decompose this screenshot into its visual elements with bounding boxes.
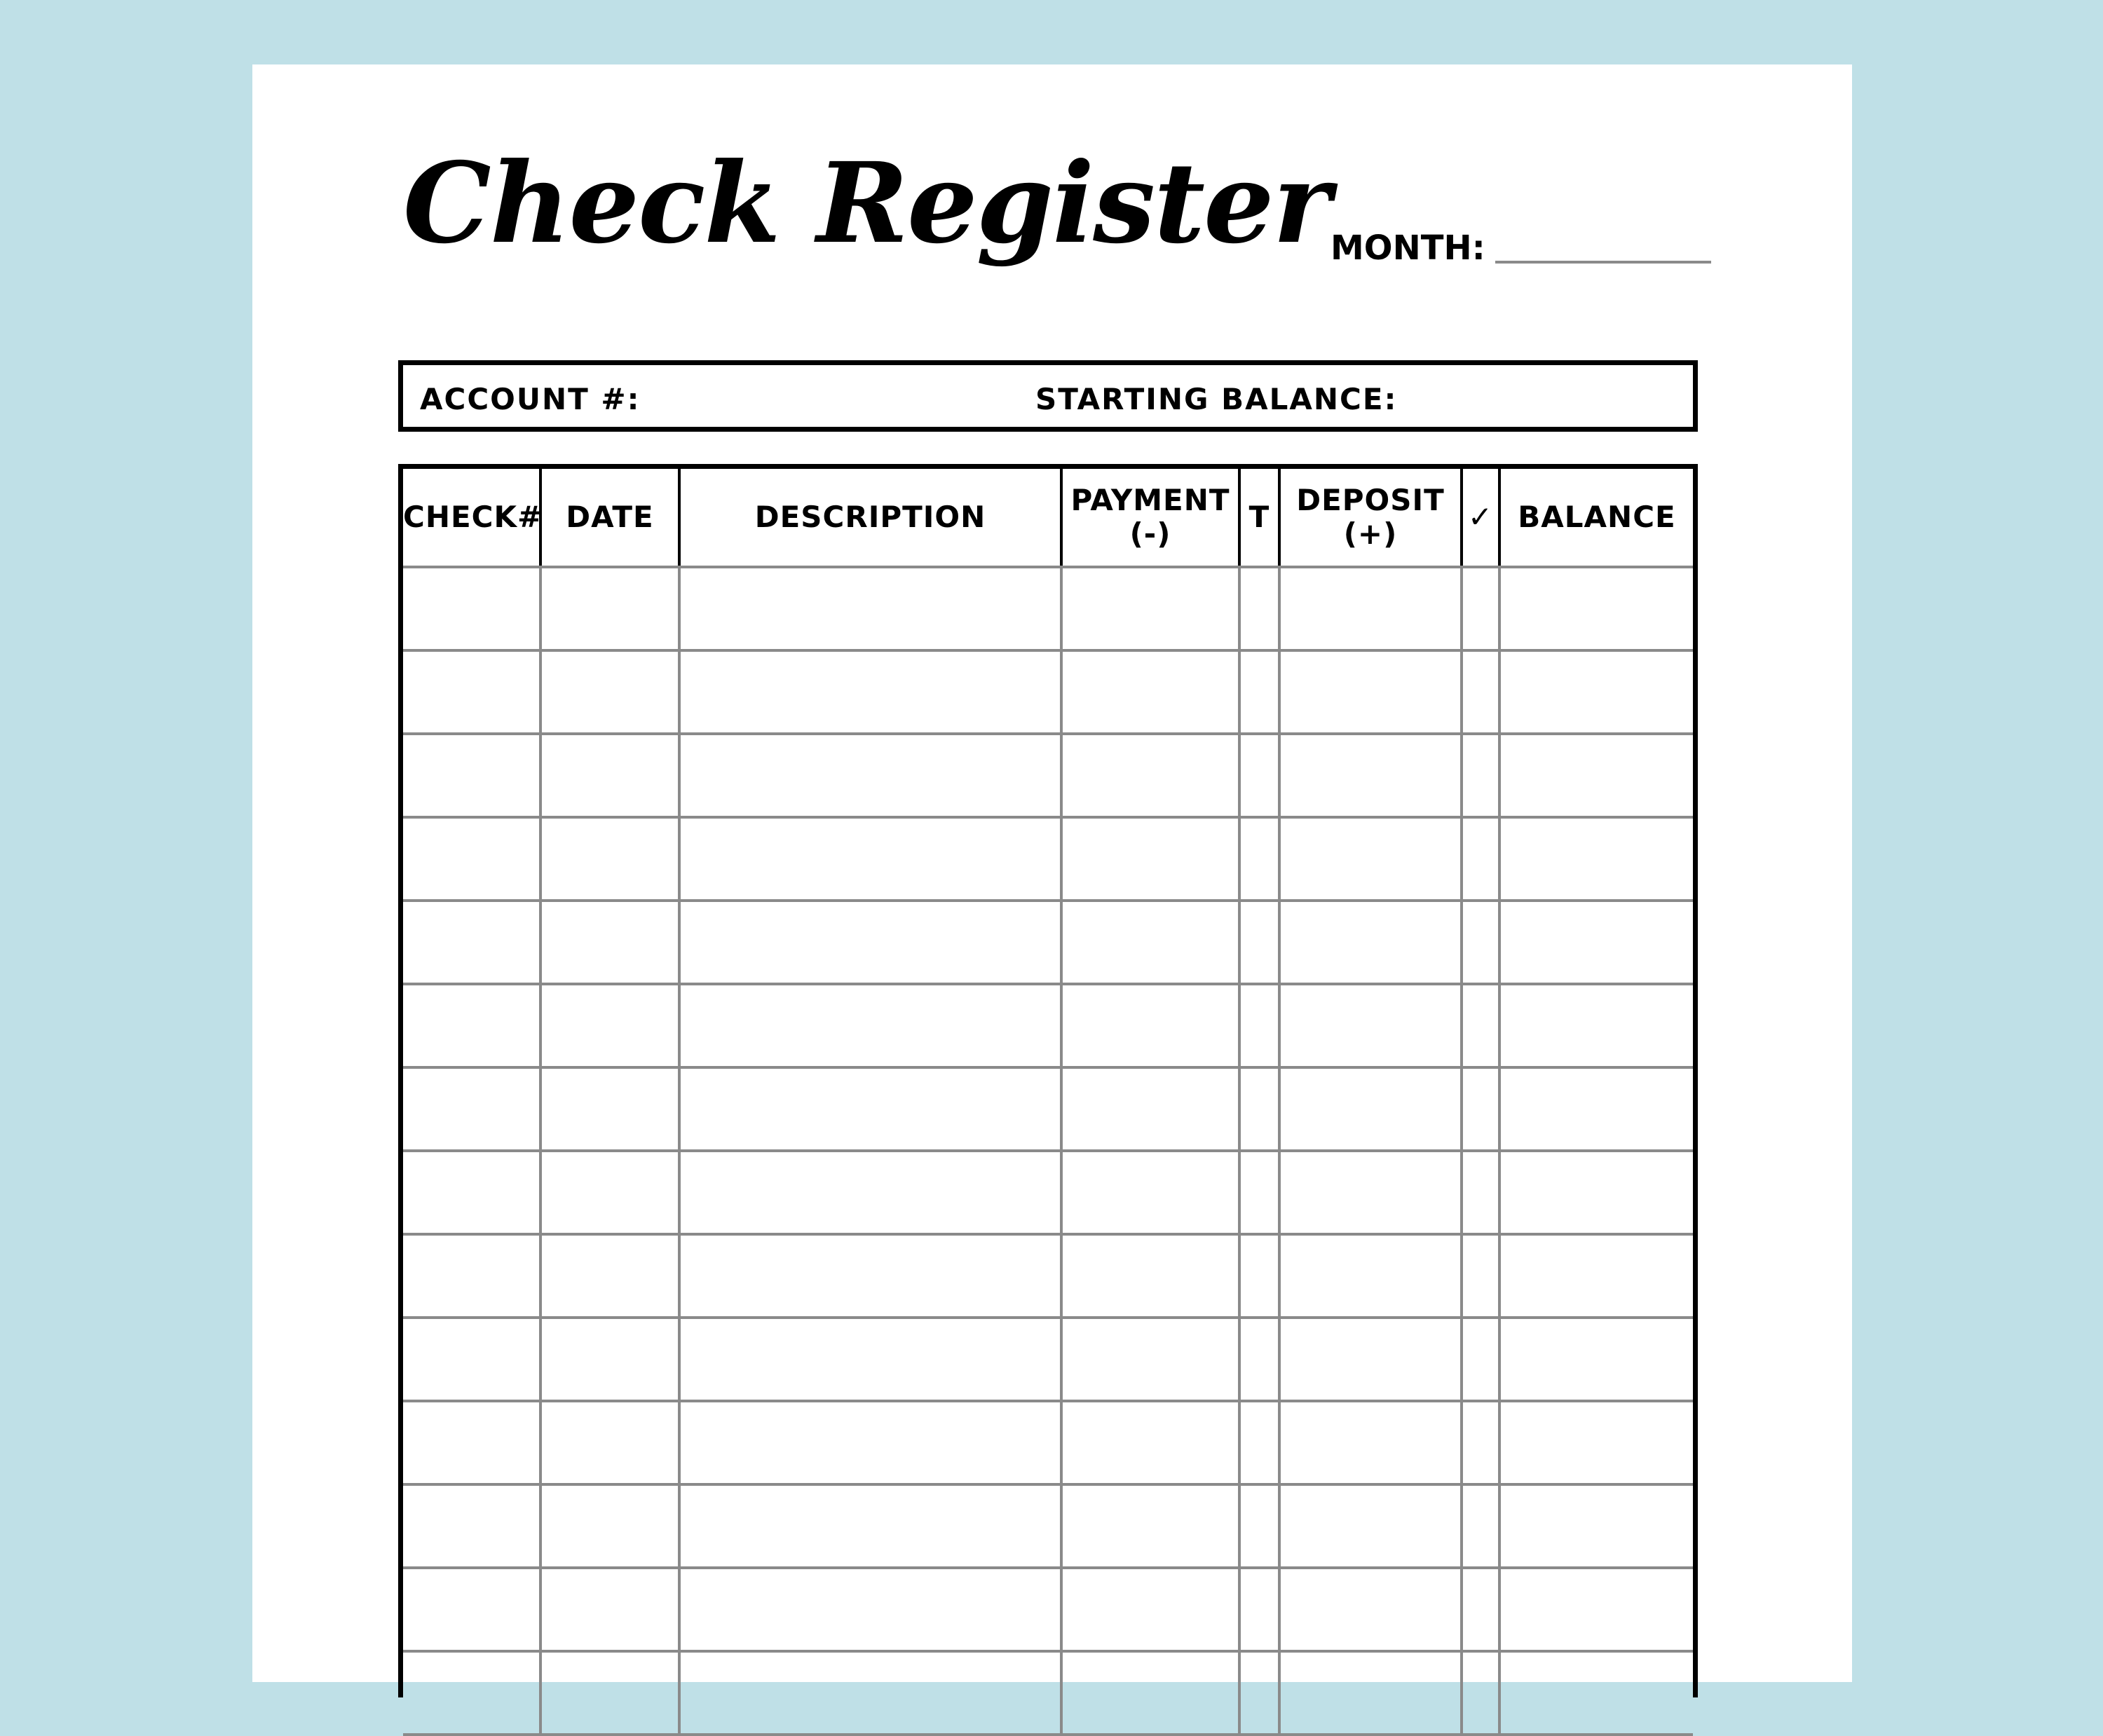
t-cell[interactable] [1239, 567, 1279, 650]
deposit-sign: (+) [1343, 517, 1398, 551]
reconciled-cell[interactable] [1462, 567, 1499, 650]
deposit-cell[interactable] [1279, 650, 1462, 734]
payment-cell[interactable] [1061, 1568, 1239, 1651]
reconciled-cell[interactable] [1462, 1151, 1499, 1234]
deposit-cell[interactable] [1279, 901, 1462, 984]
payment-cell[interactable] [1061, 984, 1239, 1067]
register-table-frame [398, 464, 1698, 1697]
check-number-cell[interactable] [403, 1234, 540, 1318]
check-number-cell[interactable] [403, 1568, 540, 1651]
t-cell[interactable] [1239, 1568, 1279, 1651]
balance-cell[interactable] [1499, 1067, 1693, 1151]
table-row [403, 1651, 1693, 1735]
payment-cell[interactable] [1061, 1234, 1239, 1318]
check-number-cell[interactable] [403, 734, 540, 817]
date-cell[interactable] [540, 567, 679, 650]
deposit-cell[interactable] [1279, 1318, 1462, 1401]
column-header-balance: BALANCE [1499, 469, 1693, 567]
payment-cell[interactable] [1061, 734, 1239, 817]
column-header-check-number: CHECK# [403, 469, 540, 567]
deposit-cell[interactable] [1279, 1067, 1462, 1151]
reconciled-cell[interactable] [1462, 1318, 1499, 1401]
description-cell[interactable] [679, 650, 1061, 734]
column-header-description: DESCRIPTION [679, 469, 1061, 567]
month-blank-line[interactable] [1495, 261, 1711, 264]
balance-cell[interactable] [1499, 650, 1693, 734]
description-cell[interactable] [679, 984, 1061, 1067]
deposit-cell[interactable] [1279, 1484, 1462, 1568]
payment-cell[interactable] [1061, 1651, 1239, 1735]
t-cell[interactable] [1239, 984, 1279, 1067]
date-cell[interactable] [540, 734, 679, 817]
date-cell[interactable] [540, 650, 679, 734]
date-cell[interactable] [540, 1067, 679, 1151]
reconciled-cell[interactable] [1462, 734, 1499, 817]
column-header-deposit [1279, 469, 1462, 567]
t-cell[interactable] [1239, 1151, 1279, 1234]
table-row [403, 650, 1693, 734]
register-table [403, 469, 1693, 1736]
description-cell[interactable] [679, 817, 1061, 901]
printable-sheet [252, 64, 1852, 1682]
deposit-cell[interactable] [1279, 1651, 1462, 1735]
deposit-cell[interactable] [1279, 1568, 1462, 1651]
account-info-box [398, 360, 1698, 432]
date-cell[interactable] [540, 901, 679, 984]
date-cell[interactable] [540, 817, 679, 901]
description-cell[interactable] [679, 1651, 1061, 1735]
check-number-cell[interactable] [403, 1401, 540, 1484]
balance-cell[interactable] [1499, 901, 1693, 984]
balance-cell[interactable] [1499, 1651, 1693, 1735]
date-cell[interactable] [540, 1401, 679, 1484]
reconciled-cell[interactable] [1462, 650, 1499, 734]
payment-cell[interactable] [1061, 817, 1239, 901]
register-body [403, 567, 1693, 1735]
check-number-cell[interactable] [403, 567, 540, 650]
check-number-cell[interactable] [403, 984, 540, 1067]
date-cell[interactable] [540, 1234, 679, 1318]
date-cell[interactable] [540, 984, 679, 1067]
table-row [403, 734, 1693, 817]
t-cell[interactable] [1239, 1651, 1279, 1735]
table-row [403, 1067, 1693, 1151]
table-row [403, 1484, 1693, 1568]
table-row [403, 1318, 1693, 1401]
balance-cell[interactable] [1499, 1401, 1693, 1484]
check-number-cell[interactable] [403, 1651, 540, 1735]
column-header-date: DATE [540, 469, 679, 567]
page-title: Check Register [403, 139, 1330, 268]
reconciled-cell[interactable] [1462, 1484, 1499, 1568]
description-cell[interactable] [679, 1067, 1061, 1151]
column-header-t: T [1239, 469, 1279, 567]
deposit-cell[interactable] [1279, 567, 1462, 650]
balance-cell[interactable] [1499, 734, 1693, 817]
t-cell[interactable] [1239, 1067, 1279, 1151]
date-cell[interactable] [540, 1651, 679, 1735]
deposit-cell[interactable] [1279, 1151, 1462, 1234]
month-label: MONTH: [1330, 228, 1485, 268]
reconciled-cell[interactable] [1462, 1568, 1499, 1651]
checkmark-icon: ✓ [1462, 469, 1499, 567]
description-cell[interactable] [679, 1318, 1061, 1401]
table-header-row [403, 469, 1693, 567]
t-cell[interactable] [1239, 901, 1279, 984]
balance-cell[interactable] [1499, 1568, 1693, 1651]
t-cell[interactable] [1239, 1401, 1279, 1484]
check-number-cell[interactable] [403, 817, 540, 901]
description-cell[interactable] [679, 1568, 1061, 1651]
description-cell[interactable] [679, 1401, 1061, 1484]
deposit-cell[interactable] [1279, 1234, 1462, 1318]
reconciled-cell[interactable] [1462, 901, 1499, 984]
month-field [1330, 228, 1711, 268]
payment-cell[interactable] [1061, 567, 1239, 650]
check-number-cell[interactable] [403, 1067, 540, 1151]
description-cell[interactable] [679, 567, 1061, 650]
deposit-cell[interactable] [1279, 1401, 1462, 1484]
t-cell[interactable] [1239, 1484, 1279, 1568]
t-cell[interactable] [1239, 734, 1279, 817]
account-number-label: ACCOUNT #: [420, 382, 641, 416]
reconciled-cell[interactable] [1462, 1234, 1499, 1318]
deposit-cell[interactable] [1279, 817, 1462, 901]
reconciled-cell[interactable] [1462, 817, 1499, 901]
description-cell[interactable] [679, 1151, 1061, 1234]
date-cell[interactable] [540, 1568, 679, 1651]
table-row [403, 1401, 1693, 1484]
payment-sign: (-) [1129, 517, 1171, 551]
t-cell[interactable] [1239, 650, 1279, 734]
balance-cell[interactable] [1499, 817, 1693, 901]
date-cell[interactable] [540, 1318, 679, 1401]
check-number-cell[interactable] [403, 1484, 540, 1568]
check-number-cell[interactable] [403, 1151, 540, 1234]
description-cell[interactable] [679, 734, 1061, 817]
balance-cell[interactable] [1499, 567, 1693, 650]
description-cell[interactable] [679, 1234, 1061, 1318]
column-header-payment [1061, 469, 1239, 567]
deposit-label: DEPOSIT [1296, 482, 1445, 517]
t-cell[interactable] [1239, 1318, 1279, 1401]
description-cell[interactable] [679, 1484, 1061, 1568]
starting-balance-label: STARTING BALANCE: [1035, 382, 1398, 416]
table-row [403, 817, 1693, 901]
balance-cell[interactable] [1499, 1318, 1693, 1401]
date-cell[interactable] [540, 1484, 679, 1568]
check-number-cell[interactable] [403, 1318, 540, 1401]
balance-cell[interactable] [1499, 1151, 1693, 1234]
table-row [403, 984, 1693, 1067]
check-number-cell[interactable] [403, 650, 540, 734]
table-row [403, 901, 1693, 984]
balance-cell[interactable] [1499, 1234, 1693, 1318]
payment-cell[interactable] [1061, 1484, 1239, 1568]
table-row [403, 1568, 1693, 1651]
reconciled-cell[interactable] [1462, 984, 1499, 1067]
t-cell[interactable] [1239, 1234, 1279, 1318]
balance-cell[interactable] [1499, 1484, 1693, 1568]
payment-label: PAYMENT [1070, 482, 1230, 517]
reconciled-cell[interactable] [1462, 1651, 1499, 1735]
payment-cell[interactable] [1061, 1318, 1239, 1401]
payment-cell[interactable] [1061, 650, 1239, 734]
date-cell[interactable] [540, 1151, 679, 1234]
table-row [403, 567, 1693, 650]
t-cell[interactable] [1239, 817, 1279, 901]
payment-cell[interactable] [1061, 1401, 1239, 1484]
reconciled-cell[interactable] [1462, 1067, 1499, 1151]
payment-cell[interactable] [1061, 1151, 1239, 1234]
payment-cell[interactable] [1061, 1067, 1239, 1151]
check-number-cell[interactable] [403, 901, 540, 984]
balance-cell[interactable] [1499, 984, 1693, 1067]
deposit-cell[interactable] [1279, 984, 1462, 1067]
table-row [403, 1151, 1693, 1234]
table-row [403, 1234, 1693, 1318]
reconciled-cell[interactable] [1462, 1401, 1499, 1484]
description-cell[interactable] [679, 901, 1061, 984]
payment-cell[interactable] [1061, 901, 1239, 984]
deposit-cell[interactable] [1279, 734, 1462, 817]
